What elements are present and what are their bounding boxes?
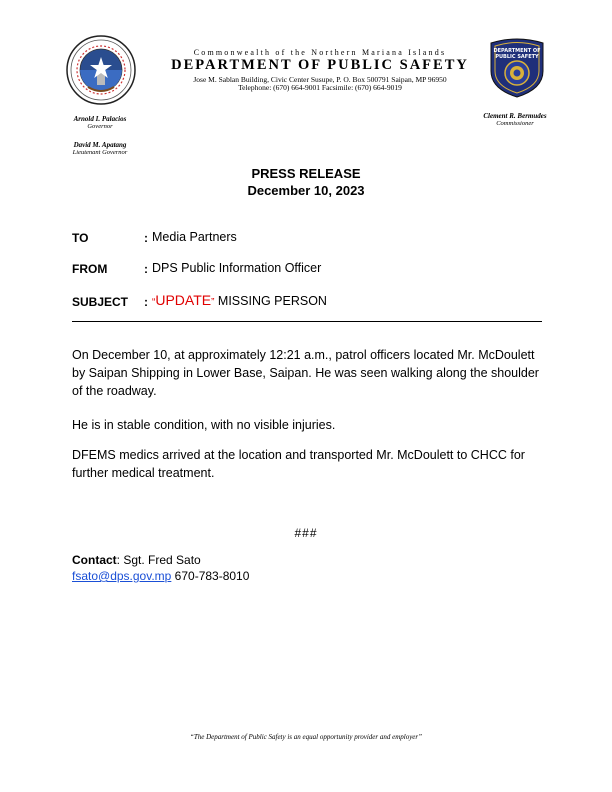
subject-close-quote: ” [211, 297, 215, 308]
subject-open-quote: “ [152, 297, 156, 308]
department-phone: Telephone: (670) 664-9001 Facsimile: (670) 664-9019 [238, 83, 402, 92]
from-value: DPS Public Information Officer [152, 261, 322, 275]
subject-colon: : [144, 295, 148, 309]
commissioner-block [465, 112, 565, 127]
body-paragraph-3: DFEMS medics arrived at the location and transported Mr. McDoulett to CHCC for further medical treatment. [72, 448, 525, 480]
press-release-date: December 10, 2023 [247, 183, 365, 198]
department-address: Jose M. Sablan Building, Civic Center Susupe, P. O. Box 500791 Saipan, MP 96950 [193, 75, 447, 84]
subject-rest: MISSING PERSON [214, 294, 327, 308]
contact-name: : Sgt. Fred Sato [116, 553, 201, 567]
contact-line [72, 553, 201, 567]
subject-label: SUBJECT [72, 295, 129, 309]
commissioner-title: Commissioner [496, 120, 534, 127]
cnmi-seal-logo [66, 35, 136, 105]
to-label: TO [72, 231, 89, 245]
to-value: Media Partners [152, 230, 237, 244]
header-divider [72, 321, 542, 322]
equal-opportunity-footer: “The Department of Public Safety is an equal opportunity provider and employer” [189, 733, 423, 741]
svg-text:PUBLIC SAFETY: PUBLIC SAFETY [495, 54, 539, 60]
contact-email-link[interactable]: fsato@dps.gov.mp [72, 569, 172, 583]
commonwealth-heading: Commonwealth of the Northern Mariana Islands [193, 48, 447, 57]
subject-value [152, 292, 327, 308]
contact-details [72, 569, 249, 583]
governor-title: Governor [87, 123, 113, 130]
from-colon: : [144, 262, 148, 276]
commissioner-name: Clement R. Bermudes [483, 112, 547, 120]
subject-update: UPDATE [155, 292, 212, 308]
press-release-title: PRESS RELEASE [251, 166, 361, 181]
from-label: FROM [72, 262, 108, 276]
svg-text:DEPARTMENT OF: DEPARTMENT OF [493, 48, 541, 54]
governor-name: Arnold I. Palacios [73, 115, 127, 123]
body-paragraph-1: On December 10, at approximately 12:21 a.m., patrol officers located Mr. McDoulett by Saipan Shipping in Lower Base, Saipan. He was seen walking along the shoulder of the roadway. [72, 348, 539, 398]
lt-governor-title: Lieutenant Governor [72, 149, 128, 156]
governor-block [60, 115, 140, 130]
to-colon: : [144, 231, 148, 245]
contact-label: Contact [72, 553, 117, 567]
contact-phone: 670-783-8010 [171, 569, 250, 583]
department-title: DEPARTMENT OF PUBLIC SAFETY [171, 57, 469, 73]
end-mark: ### [294, 526, 318, 540]
lt-governor-block [60, 141, 140, 156]
body-paragraph-2: He is in stable condition, with no visible injuries. [72, 418, 336, 432]
lt-governor-name: David M. Apatang [73, 141, 127, 149]
